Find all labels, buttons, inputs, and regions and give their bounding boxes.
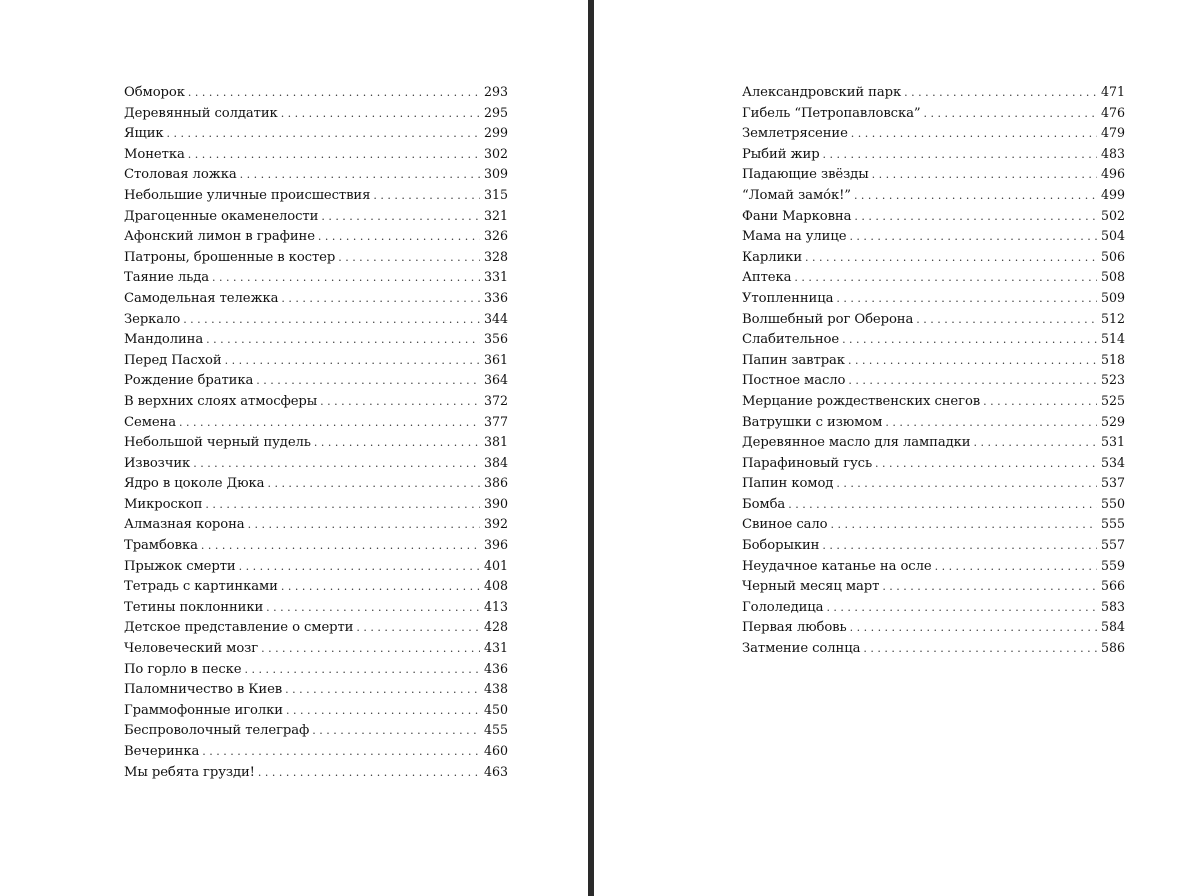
dot-leader (882, 577, 1097, 598)
toc-entry-page-number: 529 (1100, 413, 1125, 429)
toc-entry-page-number: 450 (483, 701, 508, 717)
toc-entry (742, 164, 1125, 185)
toc-entry-title: Микроскоп (124, 496, 203, 512)
toc-entry-title: Утопленница (742, 290, 834, 306)
toc-entry-title: Падающие звёзды (742, 167, 869, 183)
toc-entry-title: Неудачное катанье на осле (742, 558, 932, 574)
toc-entry-title: В верхних слоях атмосферы (124, 393, 318, 409)
toc-list-left (124, 82, 508, 782)
toc-entry (124, 329, 508, 350)
toc-entry-page-number: 506 (1100, 248, 1125, 264)
toc-entry-title: Тетрадь с картинками (124, 579, 278, 595)
toc-entry (124, 473, 508, 494)
toc-entry-page-number: 479 (1100, 125, 1125, 141)
dot-leader (885, 413, 1097, 434)
toc-entry-page-number: 438 (483, 681, 508, 697)
dot-leader (244, 660, 479, 681)
dot-leader (823, 145, 1097, 166)
toc-entry (124, 659, 508, 680)
toc-entry-title: Патроны, брошенные в костер (124, 249, 336, 265)
dot-leader (973, 433, 1096, 454)
toc-entry-title: Рождение братика (124, 373, 254, 389)
toc-entry-title: Алмазная корона (124, 517, 245, 533)
dot-leader (266, 598, 480, 619)
toc-entry (742, 329, 1125, 350)
toc-entry-page-number: 483 (1100, 145, 1125, 161)
toc-entry (742, 206, 1125, 227)
toc-entry-page-number: 499 (1100, 186, 1125, 202)
toc-entry-title: Деревянное масло для лампадки (742, 435, 971, 451)
toc-entry-page-number: 364 (483, 372, 508, 388)
dot-leader (320, 392, 480, 413)
toc-entry (124, 597, 508, 618)
toc-entry-title: Ящик (124, 126, 164, 142)
toc-entry-title: Паломничество в Киев (124, 682, 283, 698)
toc-entry (742, 473, 1125, 494)
toc-entry-page-number: 559 (1100, 557, 1125, 573)
right-page (594, 0, 1185, 896)
toc-entry-page-number: 509 (1100, 289, 1125, 305)
toc-entry-title: Папин завтрак (742, 352, 845, 368)
toc-entry-page-number: 392 (483, 516, 508, 532)
toc-entry (124, 123, 508, 144)
toc-entry (124, 391, 508, 412)
dot-leader (286, 701, 480, 722)
toc-entry (124, 144, 508, 165)
toc-entry-page-number: 523 (1100, 372, 1125, 388)
toc-entry (742, 453, 1125, 474)
toc-entry-page-number: 471 (1100, 84, 1125, 99)
toc-entry-title: Столовая ложка (124, 167, 237, 183)
dot-leader (831, 515, 1097, 536)
toc-entry-title: По горло в песке (124, 661, 242, 677)
toc-entry (742, 267, 1125, 288)
toc-entry-page-number: 476 (1100, 104, 1125, 120)
toc-entry-page-number: 328 (483, 248, 508, 264)
dot-leader (179, 413, 480, 434)
toc-entry-page-number: 372 (483, 392, 508, 408)
toc-entry-page-number: 525 (1100, 392, 1125, 408)
toc-entry (742, 247, 1125, 268)
toc-entry-title: Рыбий жир (742, 146, 820, 162)
dot-leader (805, 248, 1097, 269)
toc-entry-page-number: 356 (483, 331, 508, 347)
toc-entry-title: Извозчик (124, 455, 191, 471)
toc-entry-page-number: 436 (483, 660, 508, 676)
toc-entry-title: Небольшой черный пудель (124, 435, 311, 451)
dot-leader (848, 351, 1097, 372)
toc-entry-page-number: 583 (1100, 598, 1125, 614)
dot-leader (206, 330, 480, 351)
toc-entry (742, 597, 1125, 618)
toc-entry-title: Мама на улице (742, 229, 847, 245)
dot-leader (318, 227, 480, 248)
toc-entry (124, 535, 508, 556)
toc-entry-title: Тетины поклонники (124, 599, 264, 615)
toc-entry-title: Афонский лимон в графине (124, 229, 315, 245)
toc-entry-page-number: 377 (483, 413, 508, 429)
toc-entry (742, 576, 1125, 597)
toc-entry-page-number: 455 (483, 722, 508, 738)
toc-entry (124, 432, 508, 453)
toc-entry (742, 391, 1125, 412)
toc-entry-page-number: 386 (483, 475, 508, 491)
dot-leader (356, 618, 480, 639)
toc-entry (742, 535, 1125, 556)
toc-entry (742, 103, 1125, 124)
dot-leader (924, 104, 1097, 125)
toc-entry-page-number: 299 (483, 125, 508, 141)
toc-entry-page-number: 428 (483, 619, 508, 635)
toc-entry-page-number: 315 (483, 186, 508, 202)
dot-leader (321, 207, 480, 228)
dot-leader (285, 680, 480, 701)
toc-entry-title: Фани Марковна (742, 208, 852, 224)
dot-leader (225, 351, 480, 372)
toc-entry-page-number: 496 (1100, 166, 1125, 182)
dot-leader (261, 639, 480, 660)
toc-entry (742, 309, 1125, 330)
dot-leader (183, 310, 480, 331)
dot-leader (849, 227, 1097, 248)
dot-leader (850, 618, 1097, 639)
toc-entry-page-number: 344 (483, 310, 508, 326)
dot-leader (848, 371, 1097, 392)
toc-entry (124, 741, 508, 762)
toc-entry (124, 370, 508, 391)
toc-entry-title: Прыжок смерти (124, 558, 236, 574)
toc-entry-title: Гололедица (742, 599, 824, 615)
toc-entry-page-number: 384 (483, 454, 508, 470)
toc-entry (742, 123, 1125, 144)
toc-entry (124, 720, 508, 741)
toc-entry (124, 556, 508, 577)
toc-entry-page-number: 401 (483, 557, 508, 573)
dot-leader (794, 268, 1097, 289)
dot-leader (863, 639, 1097, 660)
toc-entry-title: “Ломай замо́к!” (742, 187, 851, 203)
toc-entry-page-number: 302 (483, 145, 508, 161)
toc-entry (124, 617, 508, 638)
toc-entry-title: Человеческий мозг (124, 641, 259, 657)
toc-entry-page-number: 584 (1100, 619, 1125, 635)
toc-entry-page-number: 504 (1100, 228, 1125, 244)
toc-entry-title: Драгоценные окаменелости (124, 208, 319, 224)
toc-entry (124, 638, 508, 659)
toc-entry (742, 185, 1125, 206)
dot-leader (281, 577, 480, 598)
toc-entry-page-number: 460 (483, 743, 508, 758)
toc-entry-title: Первая любовь (742, 620, 847, 636)
toc-entry-title: Бомба (742, 496, 786, 512)
toc-entry-title: Небольшие уличные происшествия (124, 187, 371, 203)
toc-entry-page-number: 321 (483, 207, 508, 223)
dot-leader (836, 474, 1097, 495)
dot-leader (904, 83, 1097, 104)
toc-entry-title: Затмение солнца (742, 641, 861, 657)
dot-leader (240, 165, 480, 186)
toc-entry-page-number: 390 (483, 495, 508, 511)
toc-entry (742, 556, 1125, 577)
toc-entry (124, 494, 508, 515)
toc-entry (124, 453, 508, 474)
toc-entry-title: Ядро в цоколе Дюка (124, 476, 265, 492)
toc-entry-page-number: 586 (1100, 640, 1125, 656)
toc-entry-title: Гибель “Петропавловска” (742, 105, 921, 121)
toc-entry (742, 432, 1125, 453)
toc-entry-title: Землетрясение (742, 126, 848, 142)
toc-entry (124, 762, 508, 783)
toc-entry-title: Перед Пасхой (124, 352, 222, 368)
dot-leader (826, 598, 1097, 619)
toc-entry-page-number: 336 (483, 289, 508, 305)
dot-leader (836, 289, 1097, 310)
dot-leader (167, 124, 480, 145)
dot-leader (916, 310, 1097, 331)
toc-entry-title: Вечеринка (124, 744, 200, 759)
toc-entry-page-number: 463 (483, 763, 508, 779)
toc-entry-page-number: 408 (483, 578, 508, 594)
toc-entry-page-number: 557 (1100, 537, 1125, 553)
toc-entry (124, 679, 508, 700)
dot-leader (248, 515, 480, 536)
toc-entry-page-number: 555 (1100, 516, 1125, 532)
dot-leader (373, 186, 480, 207)
toc-entry-title: Таяние льда (124, 270, 209, 286)
toc-entry-title: Беспроволочный телеграф (124, 723, 310, 739)
toc-entry-title: Волшебный рог Оберона (742, 311, 914, 327)
toc-entry (742, 494, 1125, 515)
dot-leader (338, 248, 480, 269)
toc-entry-page-number: 381 (483, 434, 508, 450)
dot-leader (788, 495, 1097, 516)
toc-entry (742, 144, 1125, 165)
toc-entry-title: Папин комод (742, 476, 834, 492)
toc-entry (742, 514, 1125, 535)
toc-entry (124, 82, 508, 103)
toc-entry-page-number: 361 (483, 351, 508, 367)
toc-entry (124, 350, 508, 371)
toc-entry-page-number: 512 (1100, 310, 1125, 326)
toc-entry-page-number: 534 (1100, 454, 1125, 470)
toc-entry-title: Свиное сало (742, 517, 828, 533)
toc-entry (124, 700, 508, 721)
dot-leader (822, 536, 1097, 557)
toc-entry-title: Слабительное (742, 332, 840, 348)
toc-entry (742, 82, 1125, 103)
toc-entry (742, 370, 1125, 391)
dot-leader (983, 392, 1097, 413)
toc-entry-title: Черный месяц март (742, 579, 880, 595)
toc-entry (124, 288, 508, 309)
toc-entry-title: Парафиновый гусь (742, 455, 873, 471)
dot-leader (258, 763, 480, 784)
toc-entry (124, 103, 508, 124)
toc-entry-page-number: 331 (483, 269, 508, 285)
dot-leader (202, 742, 480, 763)
dot-leader (201, 536, 480, 557)
toc-entry-title: Монетка (124, 146, 185, 162)
toc-entry-title: Карлики (742, 249, 803, 265)
toc-entry-page-number: 396 (483, 537, 508, 553)
toc-entry (742, 617, 1125, 638)
toc-entry-page-number: 537 (1100, 475, 1125, 491)
toc-entry-title: Мандолина (124, 332, 204, 348)
toc-entry-page-number: 431 (483, 640, 508, 656)
dot-leader (256, 371, 480, 392)
dot-leader (281, 289, 480, 310)
toc-entry-page-number: 531 (1100, 434, 1125, 450)
toc-entry-title: Постное масло (742, 373, 846, 389)
dot-leader (854, 186, 1097, 207)
toc-entry (742, 350, 1125, 371)
dot-leader (239, 557, 480, 578)
toc-entry (124, 247, 508, 268)
toc-entry-page-number: 326 (483, 228, 508, 244)
toc-entry (124, 226, 508, 247)
toc-entry-page-number: 514 (1100, 331, 1125, 347)
toc-entry-page-number: 413 (483, 598, 508, 614)
dot-leader (875, 454, 1097, 475)
toc-entry-title: Зеркало (124, 311, 181, 327)
dot-leader (212, 268, 480, 289)
toc-entry (124, 309, 508, 330)
dot-leader (842, 330, 1097, 351)
toc-entry (124, 164, 508, 185)
toc-entry-page-number: 295 (483, 104, 508, 120)
toc-entry-title: Деревянный солдатик (124, 105, 278, 121)
toc-entry (124, 185, 508, 206)
toc-entry-title: Мерцание рождественских снегов (742, 393, 981, 409)
dot-leader (281, 104, 480, 125)
dot-leader (188, 83, 480, 104)
toc-entry (742, 288, 1125, 309)
dot-leader (314, 433, 480, 454)
dot-leader (851, 124, 1097, 145)
toc-entry-page-number: 502 (1100, 207, 1125, 223)
toc-entry-page-number: 293 (483, 84, 508, 99)
toc-entry-title: Обморок (124, 85, 185, 100)
toc-entry-title: Боборыкин (742, 538, 820, 554)
toc-entry (124, 576, 508, 597)
toc-entry (742, 638, 1125, 659)
dot-leader (935, 557, 1097, 578)
toc-entry (124, 267, 508, 288)
toc-entry (742, 226, 1125, 247)
toc-entry-page-number: 508 (1100, 269, 1125, 285)
left-page (0, 0, 588, 896)
dot-leader (854, 207, 1097, 228)
toc-entry (124, 514, 508, 535)
toc-entry-title: Трамбовка (124, 538, 198, 554)
dot-leader (205, 495, 480, 516)
toc-entry-page-number: 550 (1100, 495, 1125, 511)
dot-leader (193, 454, 480, 475)
dot-leader (188, 145, 480, 166)
dot-leader (872, 165, 1097, 186)
toc-entry-title: Ватрушки с изюмом (742, 414, 883, 430)
toc-entry-page-number: 309 (483, 166, 508, 182)
toc-entry-title: Мы ребята грузди! (124, 764, 255, 780)
toc-entry-title: Детское представление о смерти (124, 620, 354, 636)
toc-entry (742, 412, 1125, 433)
toc-entry-title: Граммофонные иголки (124, 702, 283, 718)
dot-leader (312, 721, 480, 742)
toc-entry-title: Семена (124, 414, 177, 430)
toc-entry-title: Аптека (742, 270, 792, 286)
toc-entry-title: Александровский парк (742, 85, 902, 100)
toc-entry (124, 206, 508, 227)
toc-entry-page-number: 518 (1100, 351, 1125, 367)
toc-list-right (742, 82, 1125, 659)
toc-entry-title: Самодельная тележка (124, 290, 279, 306)
dot-leader (267, 474, 480, 495)
toc-entry (124, 412, 508, 433)
toc-entry-page-number: 566 (1100, 578, 1125, 594)
